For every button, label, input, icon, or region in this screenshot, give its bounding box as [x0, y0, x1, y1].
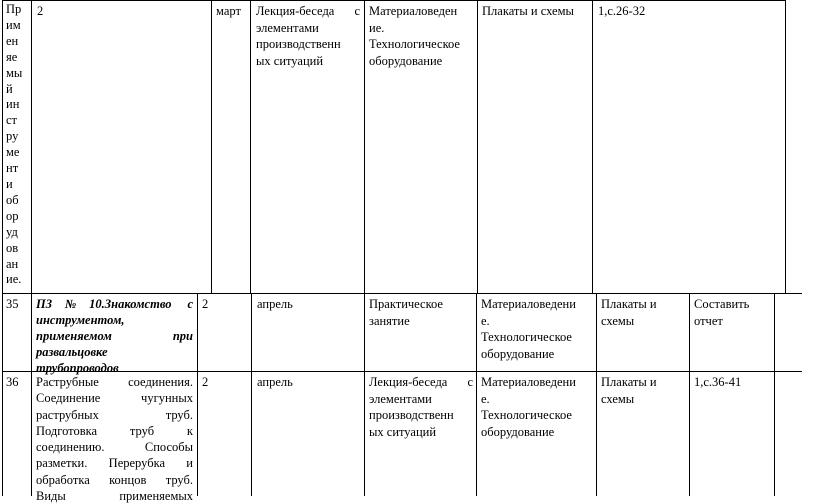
row36-topic-line: разметки. Перерубка и [36, 456, 193, 471]
prev-materials-line: ие. [369, 20, 385, 35]
prev-topic-line: ор [6, 208, 19, 223]
row35-materials-line: Технологическое [481, 330, 572, 344]
row35-lesson-form-cell [369, 296, 473, 329]
prev-hours-cell [37, 3, 43, 20]
grid-row35-top [2, 293, 802, 294]
row35-number-cell [6, 296, 19, 313]
prev-topic-line: ан [6, 256, 19, 271]
row35-homework-cell [694, 296, 772, 329]
row35-topic-line: ПЗ№10.Знакомство с [36, 297, 193, 311]
row35-lesson-form-line: Практическое [369, 297, 443, 311]
grid-col-5-lower [476, 293, 477, 496]
row35-month-cell [257, 296, 293, 313]
grid-top [2, 0, 786, 1]
row35-month: апрель [257, 297, 293, 311]
prev-topic-line: Пр [6, 2, 22, 16]
prev-topic-line: ин [6, 97, 20, 112]
prev-topic-name-vertical [6, 2, 30, 288]
prev-topic-line: об [6, 192, 19, 207]
prev-materials-cell [369, 3, 475, 69]
prev-topic-line: им [6, 17, 21, 32]
grid-col-1 [31, 0, 32, 496]
grid-col-6-lower [596, 293, 597, 496]
prev-lesson-form-line: элементами [256, 20, 319, 35]
row36-visual-aids-cell [601, 374, 685, 407]
row36-visual-aids-line: Плакаты и [601, 375, 657, 389]
prev-lesson-form-line: производственн [256, 37, 341, 51]
row35-visual-aids-line: Плакаты и [601, 297, 657, 311]
row35-lesson-form-line: занятие [369, 313, 410, 328]
prev-materials-line: оборудование [369, 53, 443, 68]
prev-visual-aids-cell [482, 3, 574, 20]
grid-col-2-lower [197, 293, 198, 496]
row35-materials-line: оборудование [481, 346, 555, 361]
row35-visual-aids-cell [601, 296, 685, 329]
prev-materials-line: Технологическое [369, 37, 460, 51]
row35-topic-line: инструментом, [36, 313, 125, 327]
row36-number: 36 [6, 375, 19, 389]
grid-col-0 [2, 0, 3, 496]
prev-month: март [216, 4, 241, 18]
row35-topic-cell [36, 296, 193, 376]
row36-number-cell [6, 374, 19, 391]
row35-number: 35 [6, 297, 19, 311]
row36-topic-line: Подготовка труб к [36, 423, 193, 438]
grid-col-3-lower [251, 293, 252, 496]
prev-visual-aids: Плакаты и схемы [482, 4, 574, 18]
row36-topic-line: Раструбные соединения. [36, 375, 193, 389]
prev-topic-line: ру [6, 129, 19, 144]
prev-topic-line: ие. [6, 272, 22, 287]
row35-homework-line: Составить [694, 297, 750, 311]
row36-topic-line: обработка концов труб. [36, 472, 193, 487]
row36-literature: 1,с.36-41 [694, 375, 742, 389]
row36-topic-cell [36, 374, 193, 504]
row36-month: апрель [257, 375, 293, 389]
grid-col-8-lower [774, 293, 775, 496]
grid-col-3-upper [211, 0, 212, 293]
row36-lesson-form-line: элементами [369, 391, 432, 406]
prev-hours: 2 [37, 4, 44, 18]
row35-topic-line: трубопроводов [36, 361, 119, 375]
grid-col-4-upper [250, 0, 251, 293]
prev-topic-line: й [6, 81, 13, 96]
prev-literature: 1,с.26-32 [598, 4, 646, 18]
row36-materials-cell [481, 374, 593, 440]
row36-month-cell [257, 374, 293, 391]
row35-materials-line: Материаловедени [481, 297, 576, 311]
prev-topic-line: ен [6, 33, 19, 48]
row36-lesson-form-line: производственн [369, 408, 454, 422]
row36-topic-line: раструбных труб. [36, 407, 193, 422]
row36-lesson-form-line: ых ситуаций [369, 424, 437, 439]
row35-homework-line: отчет [694, 313, 723, 328]
prev-lesson-form-line: Лекция-беседа с [256, 4, 360, 18]
row36-hours-cell [202, 374, 208, 391]
row36-topic-line: соединению. Способы [36, 440, 193, 455]
row35-materials-line: е. [481, 313, 490, 328]
row36-literature-cell [694, 374, 741, 391]
prev-month-cell [216, 3, 241, 20]
row36-hours: 2 [202, 375, 209, 389]
prev-topic-line: мы [6, 65, 23, 80]
row35-hours-cell [202, 296, 208, 313]
grid-col-7-lower [689, 293, 690, 496]
row36-topic-line: Соединение чугунных [36, 391, 193, 406]
row35-topic-line: развальцовке [36, 345, 108, 359]
row36-lesson-form-line: Лекция-беседа с [369, 375, 473, 389]
row35-hours: 2 [202, 297, 209, 311]
prev-lesson-form-line: ых ситуаций [256, 53, 324, 68]
row35-visual-aids-line: схемы [601, 313, 635, 328]
prev-literature-cell [598, 3, 645, 20]
row36-topic-line: Виды применяемых [36, 489, 193, 504]
row36-materials-line: оборудование [481, 424, 555, 439]
row36-lesson-form-cell [369, 374, 473, 440]
prev-topic-line: яе [6, 49, 18, 64]
prev-materials-line: Материаловеден [369, 4, 458, 18]
row36-materials-line: Технологическое [481, 408, 572, 422]
prev-topic-line: ме [6, 145, 20, 160]
row35-topic-line: применяемом при [36, 329, 193, 343]
prev-lesson-form-cell [256, 3, 360, 69]
prev-topic-line: ов [6, 240, 19, 255]
prev-topic-line: и [6, 176, 13, 191]
prev-topic-line: ст [6, 113, 18, 128]
prev-topic-line: уд [6, 224, 18, 239]
row36-materials-line: е. [481, 391, 490, 406]
prev-topic-line: нт [6, 161, 19, 176]
row36-visual-aids-line: схемы [601, 391, 635, 406]
row35-materials-cell [481, 296, 593, 362]
grid-col-7-upper [592, 0, 593, 293]
grid-col-5-upper [364, 0, 365, 293]
grid-col-6-upper [477, 0, 478, 293]
grid-col-8-upper [785, 0, 786, 293]
row36-materials-line: Материаловедени [481, 375, 576, 389]
grid-col-4-lower [364, 293, 365, 496]
